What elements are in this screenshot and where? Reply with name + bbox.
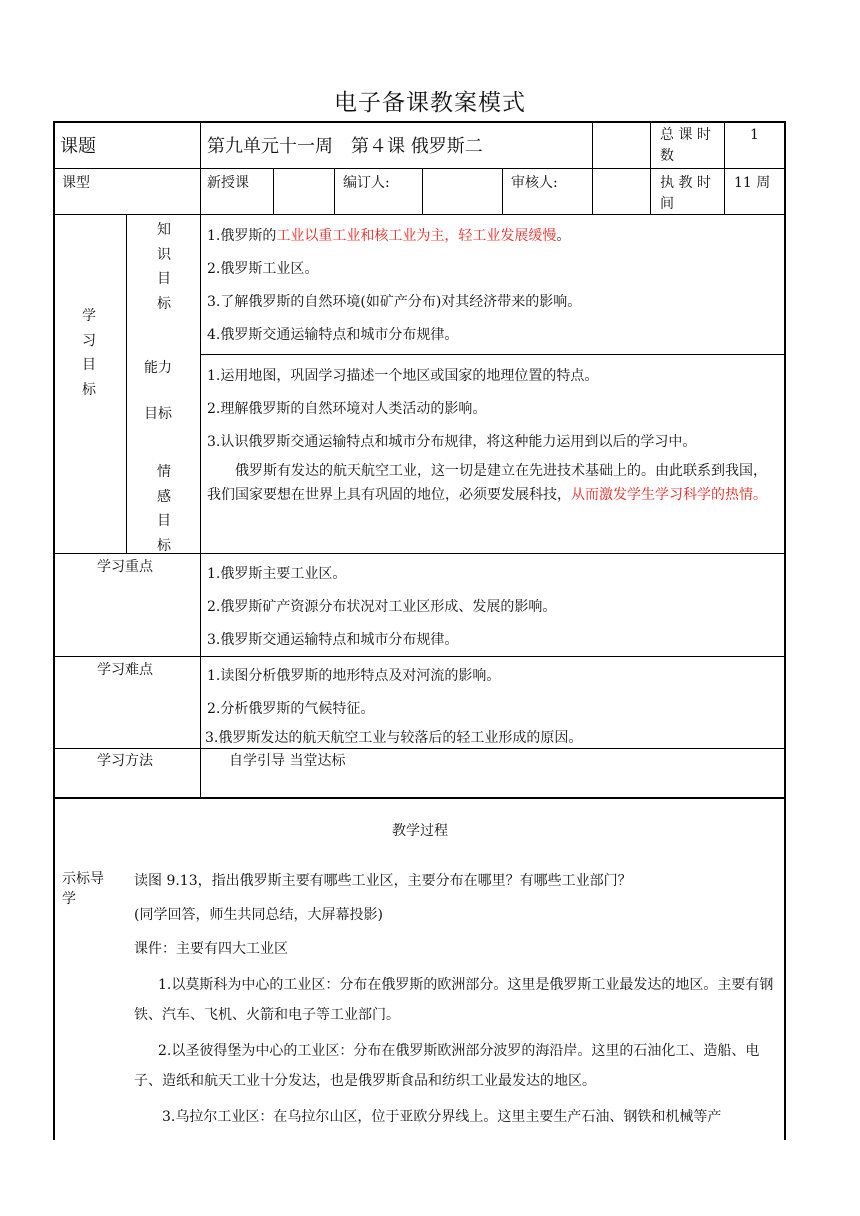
exec-time-label-2: 间	[660, 196, 674, 212]
process-side-label-2: 学	[62, 891, 76, 907]
process-line-3: 课件：主要有四大工业区	[134, 941, 288, 957]
difficulty-1: 1.读图分析俄罗斯的地形特点及对河流的影响。	[207, 668, 501, 684]
process-side-label: 示标导	[62, 871, 104, 887]
difficulty-3: 3.俄罗斯发达的航天航空工业与较落后的轻工业形成的原因。	[205, 730, 583, 746]
objectives-label: 学 习 目 标	[82, 308, 96, 398]
ability-item-3: 3.认识俄罗斯交通运输特点和城市分布规律，将这种能力运用到以后的学习中。	[207, 434, 697, 450]
knowledge-item-3: 3.了解俄罗斯的自然环境(如矿产分布)对其经济带来的影响。	[207, 294, 582, 310]
methods-label: 学习方法	[97, 753, 153, 769]
page-title: 电子备课教案模式	[334, 90, 526, 116]
difficulty-2: 2.分析俄罗斯的气候特征。	[207, 701, 375, 717]
emotion-objective-text: 俄罗斯有发达的航天航空工业，这一切是建立在先进技术基础上的。由此联系到我国，我们国家要想在世界上具有巩固的地位，必须要发展科技，从而激发学生学习科学的热情。	[207, 463, 767, 503]
editor-label: 编订人:	[343, 175, 390, 191]
ability-item-2: 2.理解俄罗斯的自然环境对人类活动的影响。	[207, 401, 487, 417]
process-line-2: (同学回答，师生共同总结，大屏幕投影)	[134, 907, 383, 923]
exec-time-label: 执 教 时	[660, 175, 711, 191]
total-hours-label: 总 课 时	[660, 127, 711, 143]
key-point-3: 3.俄罗斯交通运输特点和城市分布规律。	[207, 632, 459, 648]
process-line-1: 读图 9.13，指出俄罗斯主要有哪些工业区，主要分布在哪里？有哪些工业部门？	[134, 873, 632, 889]
ability-objective-label-2: 目标	[144, 406, 172, 422]
knowledge-item-1: 1.俄罗斯的工业以重工业和核工业为主，轻工业发展缓慢。	[207, 228, 571, 244]
key-point-1: 1.俄罗斯主要工业区。	[207, 566, 347, 582]
exec-time-value: 11 周	[734, 175, 771, 191]
methods-value: 自学引导 当堂达标	[229, 753, 346, 769]
ability-objective-label: 能力	[144, 360, 172, 376]
process-content	[134, 866, 784, 1142]
type-label: 课型	[62, 175, 90, 191]
knowledge-item-4: 4.俄罗斯交通运输特点和城市分布规律。	[207, 327, 459, 343]
process-line-5: 2.以圣彼得堡为中心的工业区：分布在俄罗斯欧洲部分波罗的海沿岸。这里的石油化工、造船、电子、造纸和航天工业十分发达，也是俄罗斯食品和纺织工业最发达的地区。	[134, 1043, 760, 1089]
total-hours-value: 1	[750, 127, 759, 143]
reviewer-label: 审核人:	[511, 175, 558, 191]
key-point-2: 2.俄罗斯矿产资源分布状况对工业区形成、发展的影响。	[207, 599, 557, 615]
process-heading: 教学过程	[392, 823, 448, 839]
process-line-4: 1.以莫斯科为中心的工业区：分布在俄罗斯的欧洲部分。这里是俄罗斯工业最发达的地区。主要有钢铁、汽车、飞机、火箭和电子等工业部门。	[134, 977, 774, 1023]
process-line-6: 3.乌拉尔工业区：在乌拉尔山区，位于亚欧分界线上。这里主要生产石油、钢铁和机械等产	[162, 1109, 722, 1125]
type-value: 新授课	[207, 175, 249, 191]
key-points-label: 学习重点	[97, 559, 153, 575]
topic-value: 第九单元十一周 第４课 俄罗斯二	[207, 136, 483, 157]
knowledge-objective-label: 知 识 目 标	[157, 222, 171, 312]
knowledge-item-2: 2.俄罗斯工业区。	[207, 261, 319, 277]
total-hours-label-2: 数	[660, 148, 674, 164]
ability-item-1: 1.运用地图，巩固学习描述一个地区或国家的地理位置的特点。	[207, 368, 599, 384]
topic-label: 课题	[60, 136, 96, 157]
difficulties-label: 学习难点	[97, 662, 153, 678]
emotion-objective-label: 情 感 目 标	[157, 464, 171, 554]
